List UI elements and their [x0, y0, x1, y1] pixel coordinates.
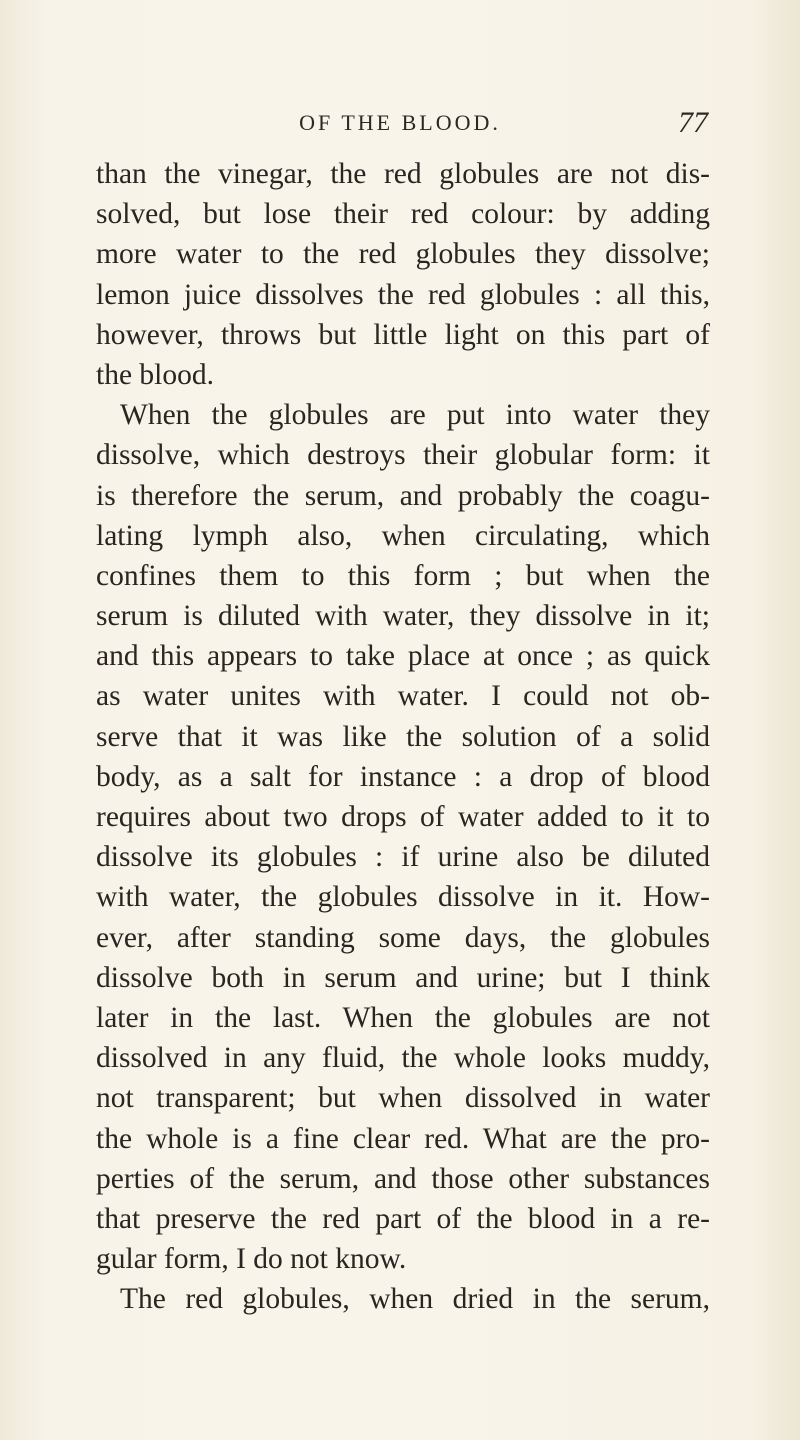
text-line: with water, the globules dissolve in it. How-	[96, 881, 710, 914]
text-line: gular form, I do not know.	[96, 1243, 407, 1276]
text-line: as water unites with water. I could not ob-	[96, 680, 710, 713]
text-line: body, as a salt for instance : a drop of blood	[96, 760, 710, 793]
body-text	[96, 154, 710, 1319]
text-line: the whole is a fine clear red. What are the pro-	[96, 1122, 710, 1155]
paragraph-start-line: When the globules are put into water they	[120, 399, 710, 432]
text-line: ever, after standing some days, the globules	[96, 921, 710, 954]
text-line: serve that it was like the solution of a solid	[96, 720, 710, 753]
text-line: dissolve both in serum and urine; but I think	[96, 961, 710, 994]
text-line: the blood.	[96, 358, 214, 391]
paragraph-start-line: The red globules, when dried in the serum,	[120, 1283, 710, 1316]
text-line: lemon juice dissolves the red globules : all this,	[96, 278, 710, 311]
text-line: not transparent; but when dissolved in water	[96, 1082, 710, 1115]
page-header	[0, 106, 800, 150]
page-number: 77	[678, 106, 708, 139]
text-line: lating lymph also, when circulating, which	[96, 519, 710, 552]
running-head: OF THE BLOOD.	[299, 110, 501, 135]
text-line: that preserve the red part of the blood in a re-	[96, 1202, 710, 1235]
text-line: perties of the serum, and those other substances	[96, 1162, 710, 1195]
text-line: and this appears to take place at once ; as quick	[96, 640, 710, 673]
text-line: more water to the red globules they dissolve;	[96, 238, 710, 271]
text-line: dissolve, which destroys their globular form: it	[96, 439, 710, 472]
text-line: solved, but lose their red colour: by adding	[96, 198, 710, 231]
text-line: serum is diluted with water, they dissolve in it;	[96, 600, 710, 633]
text-line: confines them to this form ; but when the	[96, 559, 710, 592]
text-line: dissolve its globules : if urine also be diluted	[96, 841, 710, 874]
text-line: later in the last. When the globules are not	[96, 1001, 710, 1034]
text-line: dissolved in any fluid, the whole looks muddy,	[96, 1042, 710, 1075]
text-line: requires about two drops of water added to it to	[96, 801, 710, 833]
text-line: is therefore the serum, and probably the coagu-	[96, 479, 710, 512]
text-line: than the vinegar, the red globules are not dis-	[96, 158, 710, 190]
text-line: however, throws but little light on this part of	[96, 318, 710, 351]
